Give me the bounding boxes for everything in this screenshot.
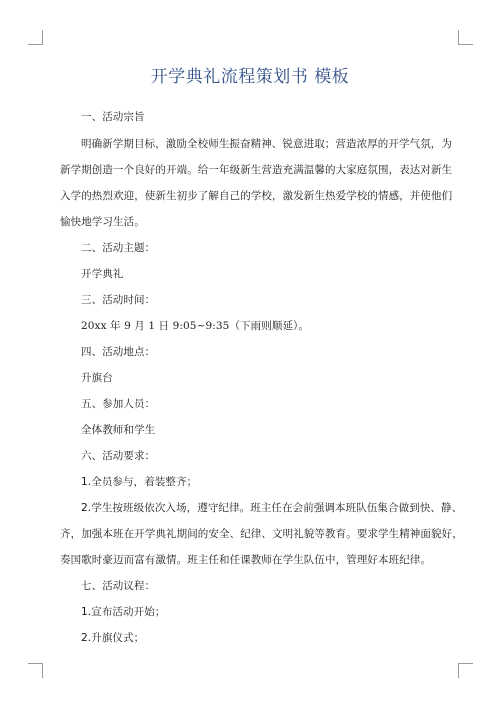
- paragraph-line: 新学期创造一个良好的开端。给一年级新生营造充满温馨的大家庭氛围，表达对新生: [60, 164, 453, 176]
- participants-value: 全体教师和学生: [81, 424, 156, 436]
- paragraph-line: 齐，加强本班在开学典礼期间的安全、纪律、文明礼貌等教育。要求学生精神面貌好，: [60, 528, 463, 540]
- paragraph-line: 入学的热烈欢迎，使新生初步了解自己的学校，激发新生热爱学校的情感，并使他们: [60, 190, 453, 202]
- theme-value: 开学典礼: [81, 268, 124, 280]
- section-heading-purpose: 一、活动宗旨: [81, 111, 145, 123]
- section-heading-participants: 五、参加人员：: [81, 398, 156, 410]
- requirement-item: 1.全员参与，着装整齐；: [81, 476, 198, 488]
- corner-mark-bottom-right: [458, 663, 473, 678]
- time-value: 20xx 年 9 月 1 日 9:05~9:35（下雨则顺延）。: [81, 320, 309, 332]
- paragraph-line: 愉快地学习生活。: [60, 216, 145, 228]
- corner-mark-top-right: [458, 30, 473, 45]
- paragraph-line: 奏国歌时豪迈而富有激情。班主任和任课教师在学生队伍中，管理好本班纪律。: [60, 554, 431, 566]
- paragraph-line: 明确新学期目标，激励全校师生振奋精神、锐意进取；营造浓厚的开学气氛，为: [81, 138, 452, 150]
- section-heading-theme: 二、活动主题：: [81, 242, 156, 254]
- corner-mark-bottom-left: [28, 663, 43, 678]
- agenda-item: 1.宣布活动开始；: [81, 606, 166, 618]
- corner-mark-top-left: [28, 30, 43, 45]
- location-value: 升旗台: [81, 372, 113, 384]
- document-title: 开学典礼流程策划书 模板: [150, 67, 350, 87]
- requirement-item: 2.学生按班级依次入场，遵守纪律。班主任在会前强调本班队伍集合做到快、静、: [81, 502, 463, 514]
- section-heading-time: 三、活动时间：: [81, 294, 156, 306]
- section-heading-location: 四、活动地点：: [81, 346, 156, 358]
- section-heading-agenda: 七、活动议程：: [81, 580, 156, 592]
- agenda-item: 2.升旗仪式；: [81, 632, 145, 644]
- section-heading-requirements: 六、活动要求：: [81, 450, 156, 462]
